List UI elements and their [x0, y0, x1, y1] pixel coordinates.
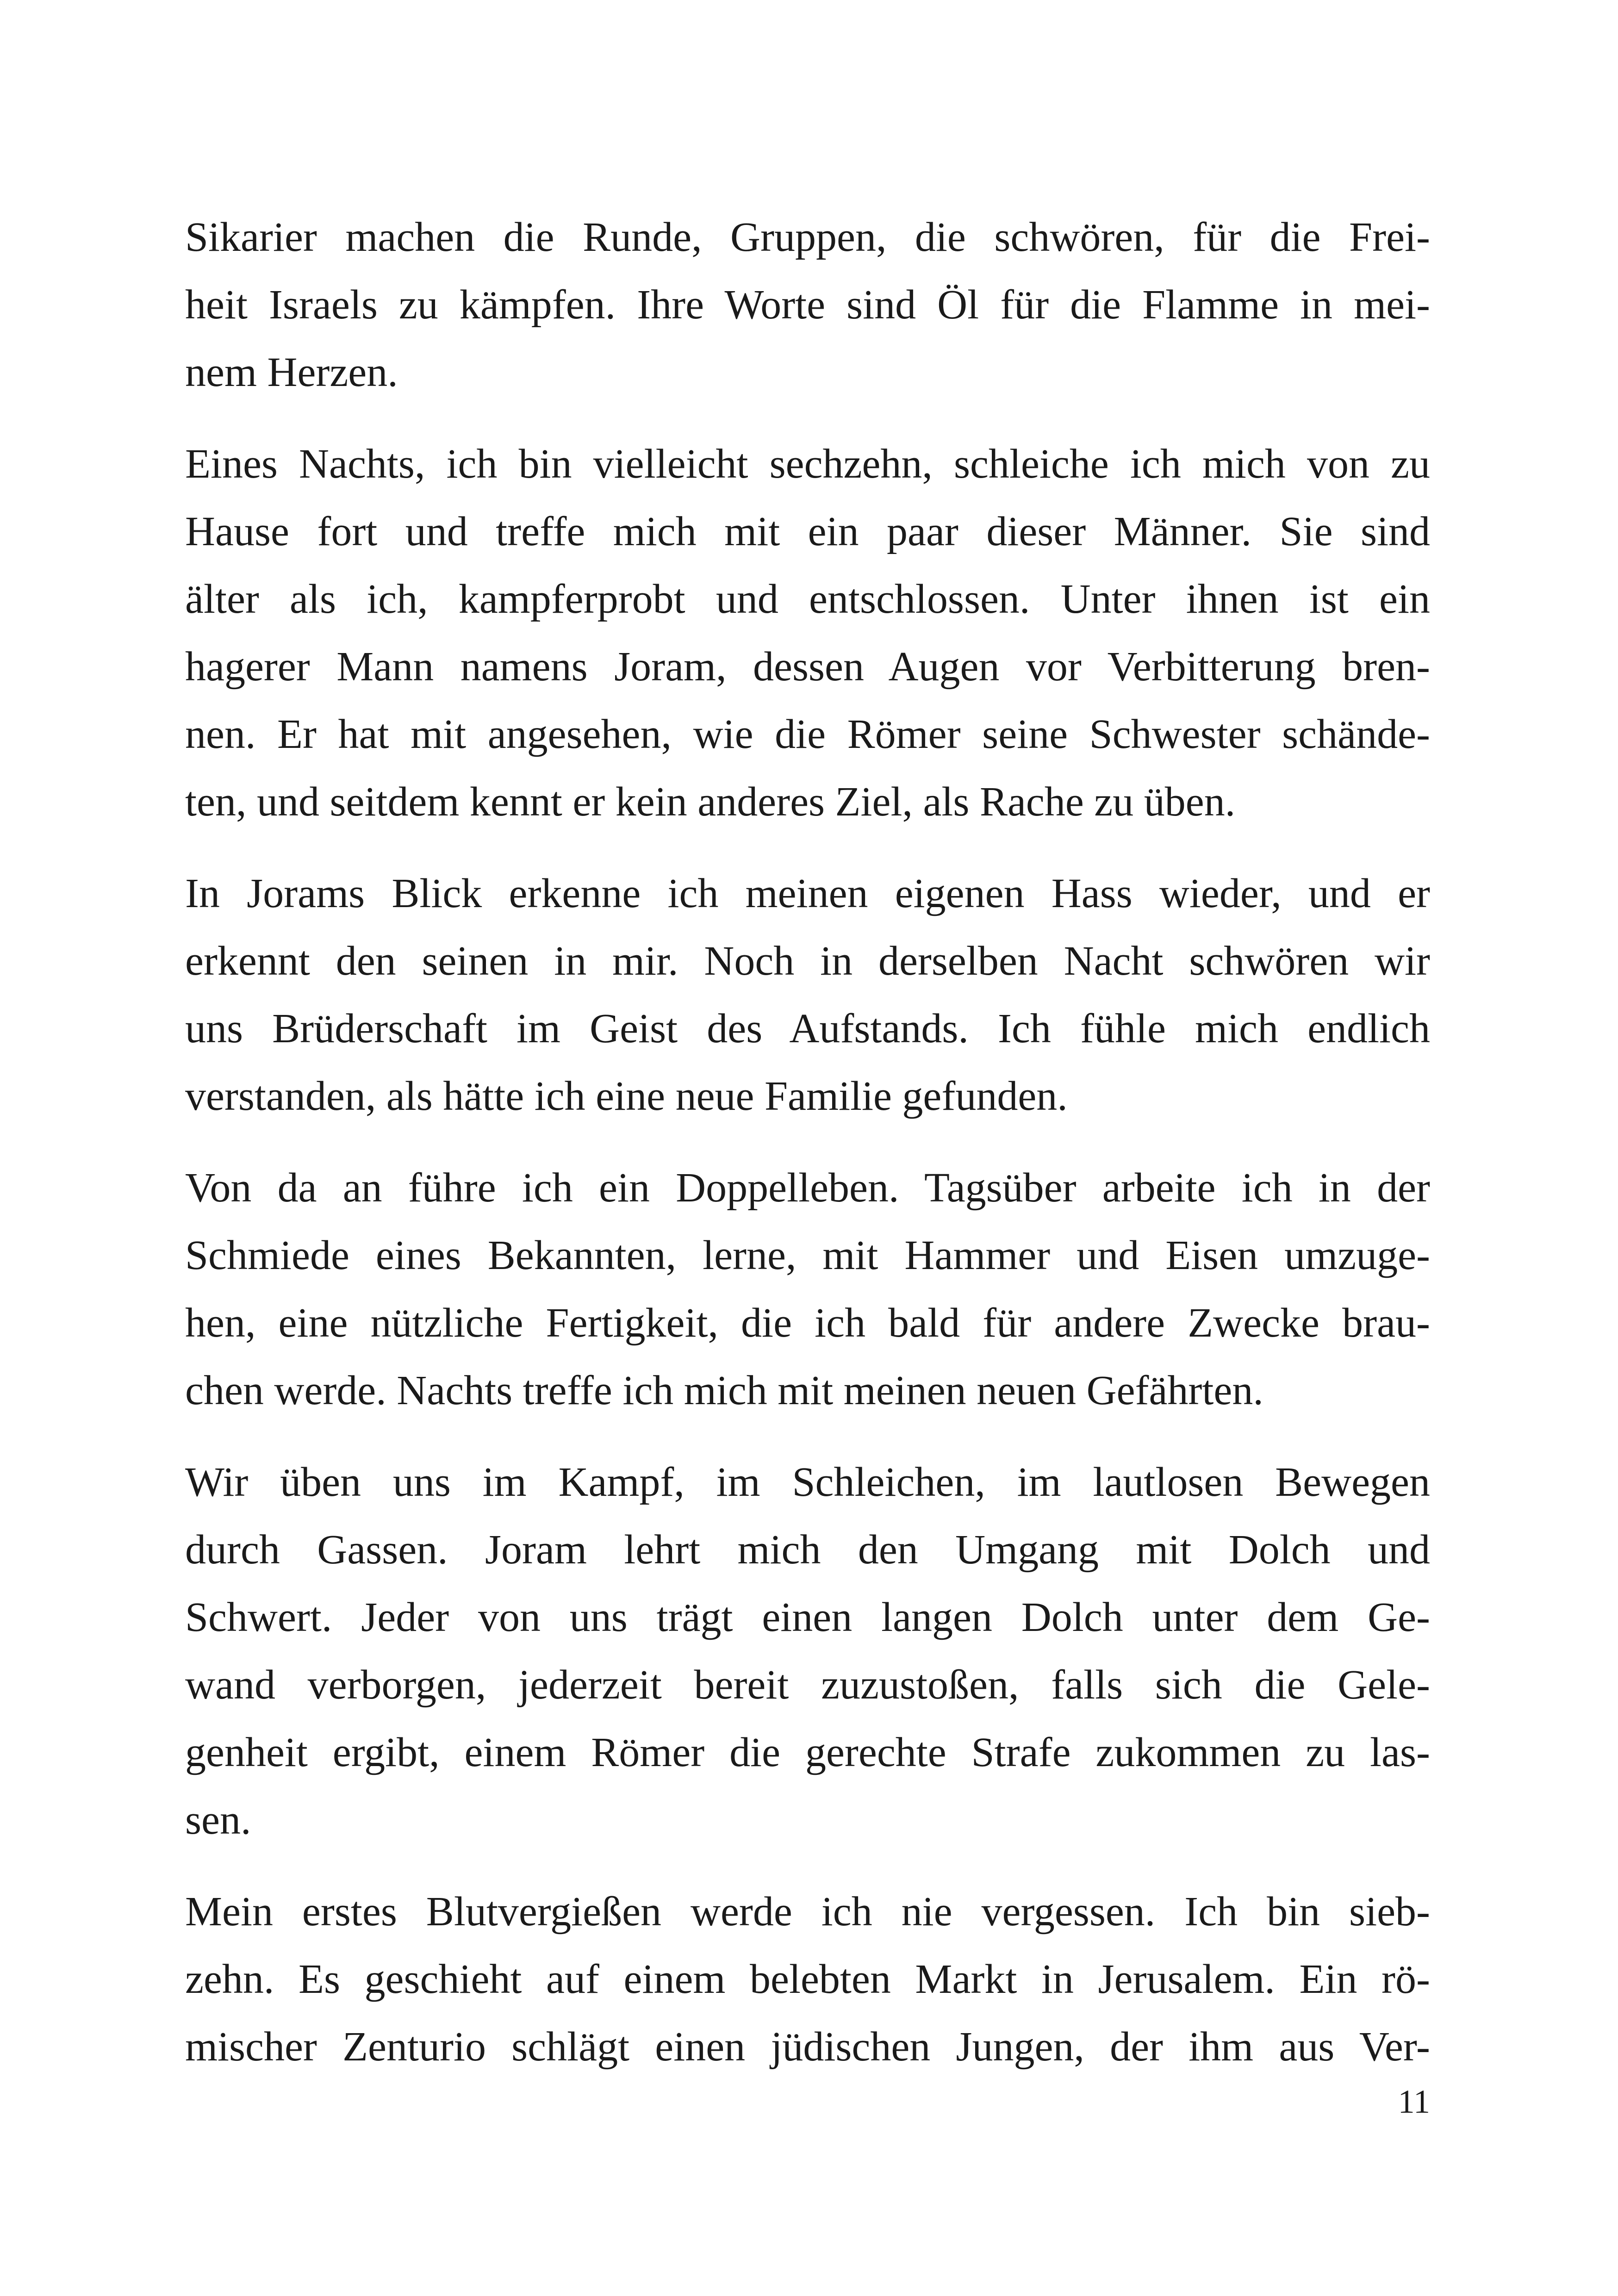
page-body — [185, 204, 1430, 2105]
text-line: chen werde. Nachts treffe ich mich mit meinen neuen Gefährten. — [185, 1368, 1263, 1413]
text-line: nem Herzen. — [185, 349, 398, 395]
text-line: Von da an führe ich ein Doppelleben. Tagsüber arbeite ich in der — [185, 1165, 1430, 1211]
text-line: uns Brüderschaft im Geist des Aufstands. Ich fühle mich endlich — [185, 1006, 1430, 1052]
text-line: Wir üben uns im Kampf, im Schleichen, im lautlosen Bewegen — [185, 1459, 1430, 1505]
text-line: sen. — [185, 1797, 251, 1843]
paragraph — [185, 1154, 1430, 1425]
text-line: hagerer Mann namens Joram, dessen Augen vor Verbitterung bren- — [185, 644, 1430, 690]
text-line: wand verborgen, jederzeit bereit zuzustoßen, falls sich die Gele- — [185, 1662, 1430, 1708]
text-line: Mein erstes Blutvergießen werde ich nie vergessen. Ich bin sieb- — [185, 1889, 1430, 1935]
text-line: Hause fort und treffe mich mit ein paar dieser Männer. Sie sind — [185, 509, 1430, 554]
paragraph — [185, 1878, 1430, 2081]
text-line: Sikarier machen die Runde, Gruppen, die schwören, für die Frei- — [185, 214, 1430, 260]
paragraph — [185, 860, 1430, 1130]
text-line: mischer Zenturio schlägt einen jüdischen Jungen, der ihm aus Ver- — [185, 2024, 1430, 2070]
text-line: nen. Er hat mit angesehen, wie die Römer seine Schwester schände- — [185, 711, 1430, 757]
text-line: genheit ergibt, einem Römer die gerechte Strafe zukommen zu las- — [185, 1730, 1430, 1775]
text-line: durch Gassen. Joram lehrt mich den Umgang mit Dolch und — [185, 1527, 1430, 1573]
text-line: Schwert. Jeder von uns trägt einen langen Dolch unter dem Ge- — [185, 1594, 1430, 1640]
paragraph — [185, 430, 1430, 836]
text-line: hen, eine nützliche Fertigkeit, die ich bald für andere Zwecke brau- — [185, 1300, 1430, 1346]
paragraph — [185, 204, 1430, 406]
text-line: Eines Nachts, ich bin vielleicht sechzehn, schleiche ich mich von zu — [185, 441, 1430, 487]
text-line: verstanden, als hätte ich eine neue Familie gefunden. — [185, 1073, 1068, 1119]
paragraph — [185, 1449, 1430, 1854]
text-line: älter als ich, kampferprobt und entschlossen. Unter ihnen ist ein — [185, 576, 1430, 622]
text-line: Schmiede eines Bekannten, lerne, mit Hammer und Eisen umzuge- — [185, 1232, 1430, 1278]
text-line: In Jorams Blick erkenne ich meinen eigenen Hass wieder, und er — [185, 871, 1430, 916]
text-line: ten, und seitdem kennt er kein anderes Ziel, als Rache zu üben. — [185, 779, 1236, 825]
text-line: zehn. Es geschieht auf einem belebten Markt in Jerusalem. Ein rö- — [185, 1956, 1430, 2002]
page-number: 11 — [1398, 2083, 1430, 2120]
text-line: erkennt den seinen in mir. Noch in derselben Nacht schwören wir — [185, 938, 1430, 984]
text-line: heit Israels zu kämpfen. Ihre Worte sind Öl für die Flamme in mei- — [185, 282, 1430, 328]
